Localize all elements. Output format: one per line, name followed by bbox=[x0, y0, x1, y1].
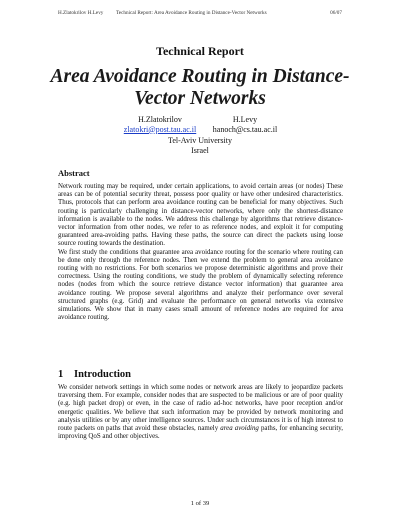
section-paragraph bbox=[58, 384, 343, 441]
page-number: 1 of 39 bbox=[190, 500, 210, 507]
author-1-email-link[interactable]: zlatokri@post.tau.ac.il bbox=[123, 124, 197, 134]
author-1 bbox=[120, 115, 200, 134]
header-title: Technical Report: Area Avoidance Routing in Distance-Vector Networks bbox=[116, 10, 267, 16]
paper-title: Area Avoidance Routing in Distance-Vector Networks bbox=[50, 66, 350, 109]
section-heading bbox=[58, 369, 131, 380]
section-emphasis: area avoiding bbox=[220, 425, 259, 433]
abstract-heading: Abstract bbox=[58, 168, 90, 178]
author-2-email: hanoch@cs.tau.ac.il bbox=[212, 124, 278, 134]
author-1-name: H.Zlatokrilov bbox=[138, 115, 182, 124]
affiliation bbox=[0, 136, 400, 155]
section-body bbox=[58, 384, 343, 441]
report-type-label: Technical Report bbox=[156, 44, 244, 58]
abstract-body bbox=[58, 183, 343, 322]
country-name: Israel bbox=[191, 145, 209, 155]
section-text-part-1: We consider network settings in which some nodes or network areas are likely to jeopardize packets traversing them. For example, consider nodes that are suspected to be malicious or are of poor quality (e.g. high packet drop) or even, in the case of radio ad-hoc networks, have poor reception and/or energetic qualities. We believe that such information may be provided by network monitoring and analysis utilities or by any other intelligence sources. Under such circumstances it is of high interest to route packets on paths that avoid these obstacles, namely bbox=[58, 384, 343, 433]
section-number: 1 bbox=[58, 369, 64, 380]
section-text-part-2: paths, for enhancing security, improving QoS and other objectives. bbox=[58, 425, 343, 441]
header-authors: H.Zlatokrilov H.Levy bbox=[58, 10, 104, 16]
section-title: Introduction bbox=[74, 369, 131, 380]
header-date: 06/07 bbox=[330, 10, 342, 16]
author-2-name: H.Levy bbox=[232, 115, 258, 124]
university-name: Tel-Aviv University bbox=[168, 136, 232, 145]
abstract-paragraph-2: We first study the conditions that guarantee area avoidance routing for the scenario where routing can be done only through the reference nodes. Then we extend the problem to general area avoidance routing with no restrictions. For both scenarios we propose deterministic algorithms and prove their correctness. Using the routing conditions, we study the problem of dynamically selecting reference nodes (nodes from which the source retrieve distance vector information) that guarantee area avoidance routing. We propose several algorithms and analyze their performance over several structured graphs (e.g. Grid) and evaluate the performance on general networks via extensive simulations. We show that in many cases small amount of reference nodes are required for area avoidance routing. bbox=[58, 248, 343, 322]
abstract-paragraph-1: Network routing may be required, under certain applications, to avoid certain areas (or nodes) These areas can be of potential security threat, possess poor quality or have other undesired characteristics. Thus, protocols that can perform area avoidance routing can be beneficial for many objectives. Such routing is particularly challenging in distance-vector networks, where only the shortest-distance information is available to the nodes. We address this challenge by algorithms that retrieve distance-vector information from other nodes, we refer to as reference nodes, and exploit it for computing guaranteed area-avoiding paths. Having these paths, the source can direct the packets using loose source routing towards the destination. bbox=[58, 183, 343, 248]
author-2 bbox=[205, 115, 285, 134]
running-header bbox=[58, 10, 342, 20]
